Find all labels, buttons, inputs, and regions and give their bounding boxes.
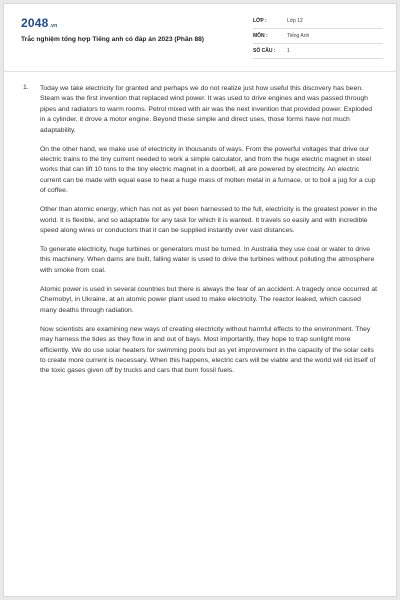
meta-value: Lớp 12 (287, 18, 303, 24)
passage-paragraph: Now scientists are examining new ways of creating electricity without harmful effects to the environment. They may harness the tides as they flow in and out of bays. Most importantly, they hope to trap sunlight more efficiently. We do use solar heaters for swimming pools but as yet improvement in the capacity of the solar cells to create more current is necessary. When this happens, electric cars will be viable and the world will rid itself of the toxic gases given off by trucks and cars that burn fossil fuels. (40, 325, 376, 375)
logo-tld: .vn (49, 23, 58, 29)
meta-row-count (253, 44, 383, 59)
document-header (4, 4, 396, 72)
logo-text: 2048 (21, 16, 49, 30)
question-number: 1. (23, 84, 29, 91)
meta-row-class (253, 14, 383, 29)
passage-paragraph: Other than atomic energy, which has not as yet been harnessed to the full, electricity is the greatest power in the world. It is flexible, and so adaptable for any task for which it is wanted. It travels so easily and with incredible speed along wires or conductors that it can be supplied instantly over vast distances. (40, 206, 378, 235)
passage-paragraph: To generate electricity, huge turbines or generators must be turned. In Australia they use coal or water to drive this machinery. When dams are built, falling water is used to drive the turbines without polluting the atmosphere with smoke from coal. (40, 246, 375, 274)
meta-value: Tiếng Anh (287, 33, 310, 39)
meta-table (253, 14, 383, 59)
meta-key: MÔN : (253, 33, 268, 39)
site-logo[interactable] (21, 16, 57, 30)
document-title: Trắc nghiệm tổng hợp Tiếng anh có đáp án 2023 (Phần 88) (21, 36, 204, 43)
meta-key: LỚP : (253, 18, 267, 24)
meta-row-subject (253, 29, 383, 44)
meta-key: SỐ CÂU : (253, 48, 276, 54)
meta-value: 1 (287, 48, 290, 54)
document-page (3, 3, 397, 597)
reading-passage (40, 84, 378, 385)
passage-paragraph: Atomic power is used in several countries but there is always the fear of an accident. A tragedy once occurred at Chernobyl, in Ukraine, at an atomic power plant used to make electricity. The reactor leaked, which caused many deaths through radiation. (40, 285, 378, 314)
passage-paragraph: Today we take electricity for granted and perhaps we do not realize just how useful this discovery has been. Steam was the first invention that replaced wind power. It was used to drive engines and was passed through pipes and radiators to warm rooms. Petrol mixed with air was the next invention that provided power. Exploded in a cylinder, it drove a motor engine. Beyond these simple and direct uses, those forms have not much adaptability. (40, 85, 373, 134)
passage-paragraph: On the other hand, we make use of electricity in thousands of ways. From the powerful voltages that drive our electric trains to the tiny current needed to work a simple calculator, and from the huge electric magnet in steel works that can lift 10 tons to the tiny electric magnet in a doorbell, all are powered by electricity. An electric current can be made with equal ease to heat a huge mass of molten metal in a furnace, or to boil a jug for a cup of coffee. (40, 145, 376, 195)
